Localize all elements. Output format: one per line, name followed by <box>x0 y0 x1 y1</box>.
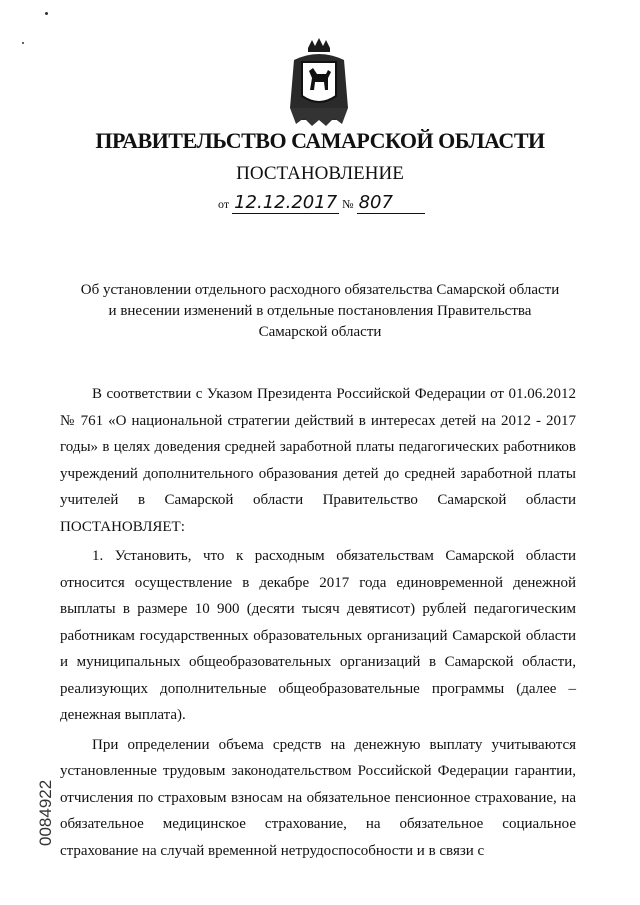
date-value: 12.12.2017 <box>234 192 338 213</box>
date-prefix: от <box>218 197 230 211</box>
scan-speck <box>22 42 24 44</box>
paragraph: 1. Установить, что к расходным обязательствам Самарской области относится осуществление в декабре 2017 года единовременной денежной выплаты в размере 10 900 (десяти тысяч девятисот) рублей педагогическим работникам государственных образовательных организаций Самарской области и муниципальных общеобразовательных организаций в Самарской области, реализующих дополнительные общеобразовательные программы (далее – денежная выплата). <box>60 548 576 723</box>
heading-line: Самарской области <box>258 324 382 340</box>
coat-of-arms-emblem <box>284 38 354 128</box>
number-prefix: № <box>342 197 354 211</box>
document-type: ПОСТАНОВЛЕНИЕ <box>236 163 404 184</box>
side-stamp-number: 0084922 <box>36 779 55 846</box>
paragraph: В соответствии с Указом Президента Российской Федерации от 01.06.2012 № 761 «О национальной стратегии действий в интересах детей на 2012 - 2017 годы» в целях доведения средней заработной платы педагогических работников учреждений дополнительного образования детей до средней заработной платы учителей в Самарской области Правительство Самарской области ПОСТАНОВЛЯЕТ: <box>60 386 576 535</box>
resolution-heading <box>60 280 580 343</box>
number-value: 807 <box>357 193 425 214</box>
government-title: ПРАВИТЕЛЬСТВО САМАРСКОЙ ОБЛАСТИ <box>95 128 545 153</box>
heading-line: и внесении изменений в отдельные постановления Правительства <box>108 303 532 319</box>
date-number-line <box>218 193 425 214</box>
document-body <box>60 381 576 864</box>
heading-line: Об установлении отдельного расходного обязательства Самарской области <box>80 282 560 298</box>
paragraph: При определении объема средств на денежную выплату учитываются установленные трудовым законодательством Российской Федерации гарантии, отчисления по страховым взносам на обязательное пенсионное страхование, на обязательное медицинское страхование, на обязательное социальное страхование на случай временной нетрудоспособности и в связи с <box>60 736 576 859</box>
scan-speck <box>45 12 48 15</box>
